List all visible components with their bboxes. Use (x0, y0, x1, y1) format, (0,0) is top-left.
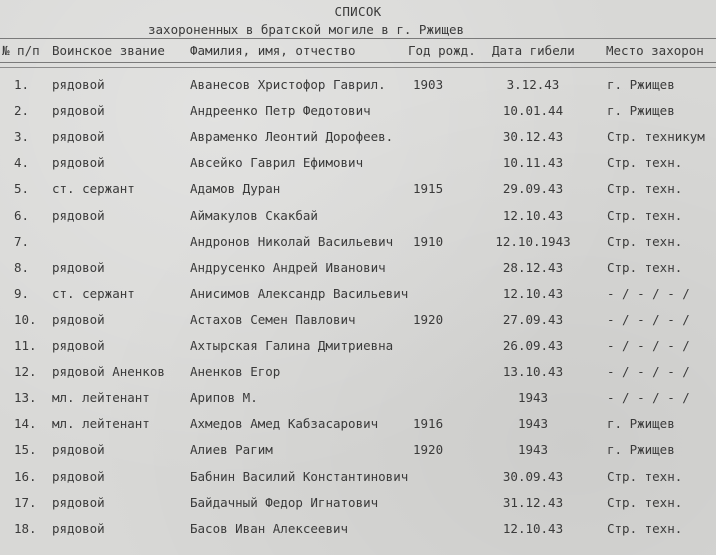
table-row (0, 76, 716, 102)
table-row (0, 154, 716, 180)
row-rank: рядовой (52, 494, 105, 510)
row-full-name: Анисимов Александр Васильевич (190, 285, 409, 301)
row-full-name: Байдачный Федор Игнатович (190, 494, 379, 510)
row-burial-place: Стр. техн. (607, 233, 683, 249)
table-row (0, 233, 716, 259)
row-burial-place: - / - / - / (607, 285, 690, 301)
row-rank: мл. лейтенант (52, 390, 150, 406)
row-burial-place: Стр. техн. (607, 520, 683, 536)
row-rank: рядовой (52, 207, 105, 223)
row-death-date: 3.12.43 (506, 77, 560, 92)
document-title: СПИСОК (334, 4, 382, 19)
row-death-date: 27.09.43 (502, 311, 564, 327)
table-row (0, 415, 716, 441)
document-subtitle: захороненных в братской могиле в г. Ржищев (148, 22, 465, 37)
row-burial-place: г. Ржищев (607, 103, 675, 119)
row-rank: рядовой (52, 338, 105, 353)
table-row (0, 285, 716, 311)
row-burial-place: - / - / - / (607, 311, 690, 327)
header-bottom-rule (0, 62, 716, 63)
row-full-name: Ахтырская Галина Дмитриевна (190, 338, 394, 353)
row-full-name: Адамов Дуран (190, 181, 281, 197)
row-full-name: Бабнин Василий Константинович (190, 468, 409, 484)
header-death-date: Дата гибели (492, 43, 575, 58)
row-rank: рядовой (52, 311, 105, 327)
table-row (0, 128, 716, 154)
row-birth-year: 1915 (413, 181, 444, 197)
row-full-name: Авраменко Леонтий Дорофеев. (190, 129, 394, 145)
row-death-date: 30.09.43 (502, 468, 564, 484)
table-row (0, 389, 716, 415)
row-birth-year: 1910 (413, 233, 444, 249)
row-death-date: 10.11.43 (502, 155, 564, 171)
row-burial-place: Стр. техн. (607, 259, 683, 275)
row-death-date: 28.12.43 (502, 259, 564, 275)
row-birth-year: 1920 (413, 311, 444, 327)
row-rank: ст. сержант (52, 181, 135, 197)
row-burial-place: г. Ржищев (607, 442, 675, 458)
row-rank: рядовой (52, 520, 105, 536)
row-number: 14. (14, 416, 37, 432)
table-row (0, 468, 716, 494)
row-full-name: Ахмедов Амед Кабзасарович (190, 416, 379, 432)
row-number: 5. (14, 181, 30, 197)
row-number: 15. (14, 442, 37, 458)
row-burial-place: Стр. техн. (607, 207, 683, 223)
row-rank: рядовой Аненков (52, 364, 165, 380)
table-row (0, 520, 716, 546)
table-row (0, 494, 716, 520)
header-burial-place: Место захорон (606, 43, 704, 58)
row-birth-year: 1903 (413, 77, 444, 92)
row-death-date: 30.12.43 (502, 129, 564, 145)
row-number: 18. (14, 520, 37, 536)
row-full-name: Арипов М. (190, 390, 258, 406)
row-burial-place: Стр. техн. (607, 494, 683, 510)
row-burial-place: - / - / - / (607, 364, 690, 380)
row-rank: рядовой (52, 155, 105, 171)
row-number: 16. (14, 468, 37, 484)
row-death-date: 1943 (517, 442, 549, 458)
row-full-name: Андронов Николай Васильевич (190, 233, 394, 249)
row-burial-place: Стр. техн. (607, 468, 683, 484)
row-full-name: Андреенко Петр Федотович (190, 103, 371, 119)
row-rank: рядовой (52, 442, 105, 458)
table-row (0, 180, 716, 206)
row-full-name: Андрусенко Андрей Иванович (190, 259, 386, 275)
row-burial-place: г. Ржищев (607, 416, 675, 432)
row-death-date: 12.10.43 (502, 520, 564, 536)
row-burial-place: - / - / - / (607, 390, 690, 406)
row-death-date: 12.10.43 (502, 285, 564, 301)
row-number: 1. (14, 77, 30, 92)
table-top-rule (0, 38, 716, 39)
row-death-date: 31.12.43 (502, 494, 564, 510)
header-name: Фамилия, имя, отчество (190, 43, 356, 58)
table-row (0, 337, 716, 363)
row-death-date: 12.10.43 (502, 207, 564, 223)
row-birth-year: 1920 (413, 442, 444, 458)
header-rank: Воинское звание (52, 43, 165, 58)
header-number: № п/п (2, 43, 40, 58)
row-number: 7. (14, 233, 30, 249)
row-rank: рядовой (52, 259, 105, 275)
row-burial-place: Стр. техникум (607, 129, 705, 145)
row-full-name: Аванесов Христофор Гаврил. (190, 77, 386, 92)
row-burial-place: г. Ржищев (607, 77, 675, 92)
row-rank: рядовой (52, 77, 105, 92)
row-death-date: 1943 (517, 390, 549, 406)
row-death-date: 12.10.1943 (495, 233, 571, 249)
row-number: 11. (14, 338, 37, 353)
row-number: 17. (14, 494, 37, 510)
row-birth-year: 1916 (413, 416, 444, 432)
table-row (0, 207, 716, 233)
row-number: 2. (14, 103, 30, 119)
row-rank: мл. лейтенант (52, 416, 150, 432)
row-number: 4. (14, 155, 30, 171)
row-death-date: 10.01.44 (502, 103, 564, 119)
table-row (0, 441, 716, 467)
table-row (0, 363, 716, 389)
row-death-date: 13.10.43 (502, 364, 564, 380)
row-number: 9. (14, 285, 30, 301)
row-rank: рядовой (52, 468, 105, 484)
row-full-name: Авсейко Гаврил Ефимович (190, 155, 364, 171)
row-rank: рядовой (52, 103, 105, 119)
row-full-name: Басов Иван Алексеевич (190, 520, 349, 536)
row-death-date: 29.09.43 (502, 181, 564, 197)
row-number: 6. (14, 207, 30, 223)
row-death-date: 26.09.43 (502, 338, 564, 353)
row-full-name: Астахов Семен Павлович (190, 311, 356, 327)
row-number: 3. (14, 129, 30, 145)
row-number: 13. (14, 390, 37, 406)
header-double-rule (0, 67, 716, 68)
table-row (0, 259, 716, 285)
row-burial-place: - / - / - / (607, 338, 690, 353)
row-rank: рядовой (52, 129, 105, 145)
table-row (0, 102, 716, 128)
table-row (0, 311, 716, 337)
header-birth-year: Год рожд. (408, 43, 476, 58)
row-number: 8. (14, 259, 30, 275)
row-death-date: 1943 (517, 416, 549, 432)
row-full-name: Аймакулов Скакбай (190, 207, 318, 223)
row-burial-place: Стр. техн. (607, 155, 683, 171)
row-number: 12. (14, 364, 37, 380)
row-full-name: Алиев Рагим (190, 442, 273, 458)
row-rank: ст. сержант (52, 285, 135, 301)
row-burial-place: Стр. техн. (607, 181, 683, 197)
row-number: 10. (14, 311, 37, 327)
row-full-name: Аненков Егор (190, 364, 281, 380)
